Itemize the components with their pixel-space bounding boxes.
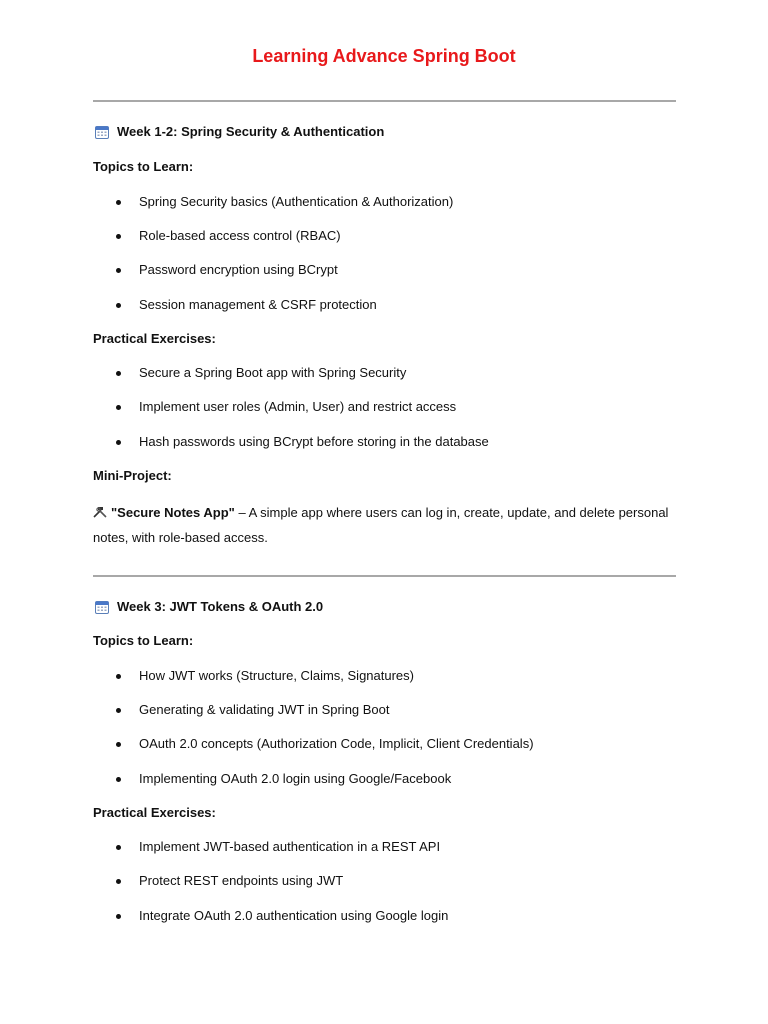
list-item-text: How JWT works (Structure, Claims, Signatures): [139, 668, 414, 683]
bullet: [116, 708, 121, 713]
mini-project-description: [93, 500, 673, 550]
week1-topics-label: Topics to Learn:: [93, 159, 194, 174]
week1-heading: [93, 123, 384, 141]
week3-exercises-label: Practical Exercises:: [93, 805, 216, 820]
list-item: [116, 296, 377, 314]
bullet: [116, 845, 121, 850]
list-item-text: Implement JWT-based authentication in a REST API: [139, 839, 441, 854]
list-item: [116, 364, 406, 382]
list-item-text: Password encryption using BCrypt: [139, 262, 338, 277]
bullet: [116, 914, 121, 919]
list-item: [116, 433, 489, 451]
list-item: [116, 701, 390, 719]
list-item: [116, 193, 453, 211]
document-title: Learning Advance Spring Boot: [252, 46, 516, 66]
list-item: [116, 667, 414, 685]
list-item-text: Hash passwords using BCrypt before storing in the database: [139, 434, 489, 449]
list-item-text: Protect REST endpoints using JWT: [139, 873, 344, 888]
list-item-text: Implementing OAuth 2.0 login using Google/Facebook: [139, 771, 452, 786]
list-item: [116, 261, 338, 279]
week1-exercises-label: Practical Exercises:: [93, 331, 216, 346]
list-item-text: Generating & validating JWT in Spring Boot: [139, 702, 390, 717]
horizontal-rule: [93, 575, 676, 577]
week3-heading-text: Week 3: JWT Tokens & OAuth 2.0: [117, 599, 324, 614]
bullet: [116, 440, 121, 445]
list-item: [116, 398, 456, 416]
bullet: [116, 742, 121, 747]
bullet: [116, 777, 121, 782]
bullet: [116, 234, 121, 239]
list-item-text: Session management & CSRF protection: [139, 297, 377, 312]
calendar-icon: [95, 125, 109, 139]
bullet: [116, 674, 121, 679]
list-item-text: Role-based access control (RBAC): [139, 228, 341, 243]
mini-project-text: – A simple app where users can log in, create, update, and delete personal notes, with role-based access.: [93, 505, 669, 545]
hammer-wrench-icon: [93, 506, 107, 518]
list-item-text: Integrate OAuth 2.0 authentication using Google login: [139, 908, 449, 923]
bullet: [116, 303, 121, 308]
week3-topics-label: Topics to Learn:: [93, 633, 194, 648]
list-item-text: Spring Security basics (Authentication & Authorization): [139, 194, 454, 209]
bullet: [116, 371, 121, 376]
week1-heading-text: Week 1-2: Spring Security & Authentication: [117, 124, 385, 139]
bullet: [116, 405, 121, 410]
bullet: [116, 879, 121, 884]
bullet: [116, 268, 121, 273]
calendar-icon: [95, 600, 109, 614]
list-item: [116, 770, 451, 788]
list-item: [116, 838, 440, 856]
week3-heading: [93, 598, 323, 616]
list-item: [116, 872, 343, 890]
list-item-text: Implement user roles (Admin, User) and restrict access: [139, 399, 457, 414]
bullet: [116, 200, 121, 205]
list-item: [116, 735, 534, 753]
week1-mini-project-label: Mini-Project:: [93, 468, 172, 483]
list-item-text: Secure a Spring Boot app with Spring Security: [139, 365, 407, 380]
list-item: [116, 227, 341, 245]
list-item-text: OAuth 2.0 concepts (Authorization Code, Implicit, Client Credentials): [139, 736, 534, 751]
mini-project-name: "Secure Notes App": [111, 505, 235, 520]
horizontal-rule: [93, 100, 676, 102]
list-item: [116, 907, 448, 925]
